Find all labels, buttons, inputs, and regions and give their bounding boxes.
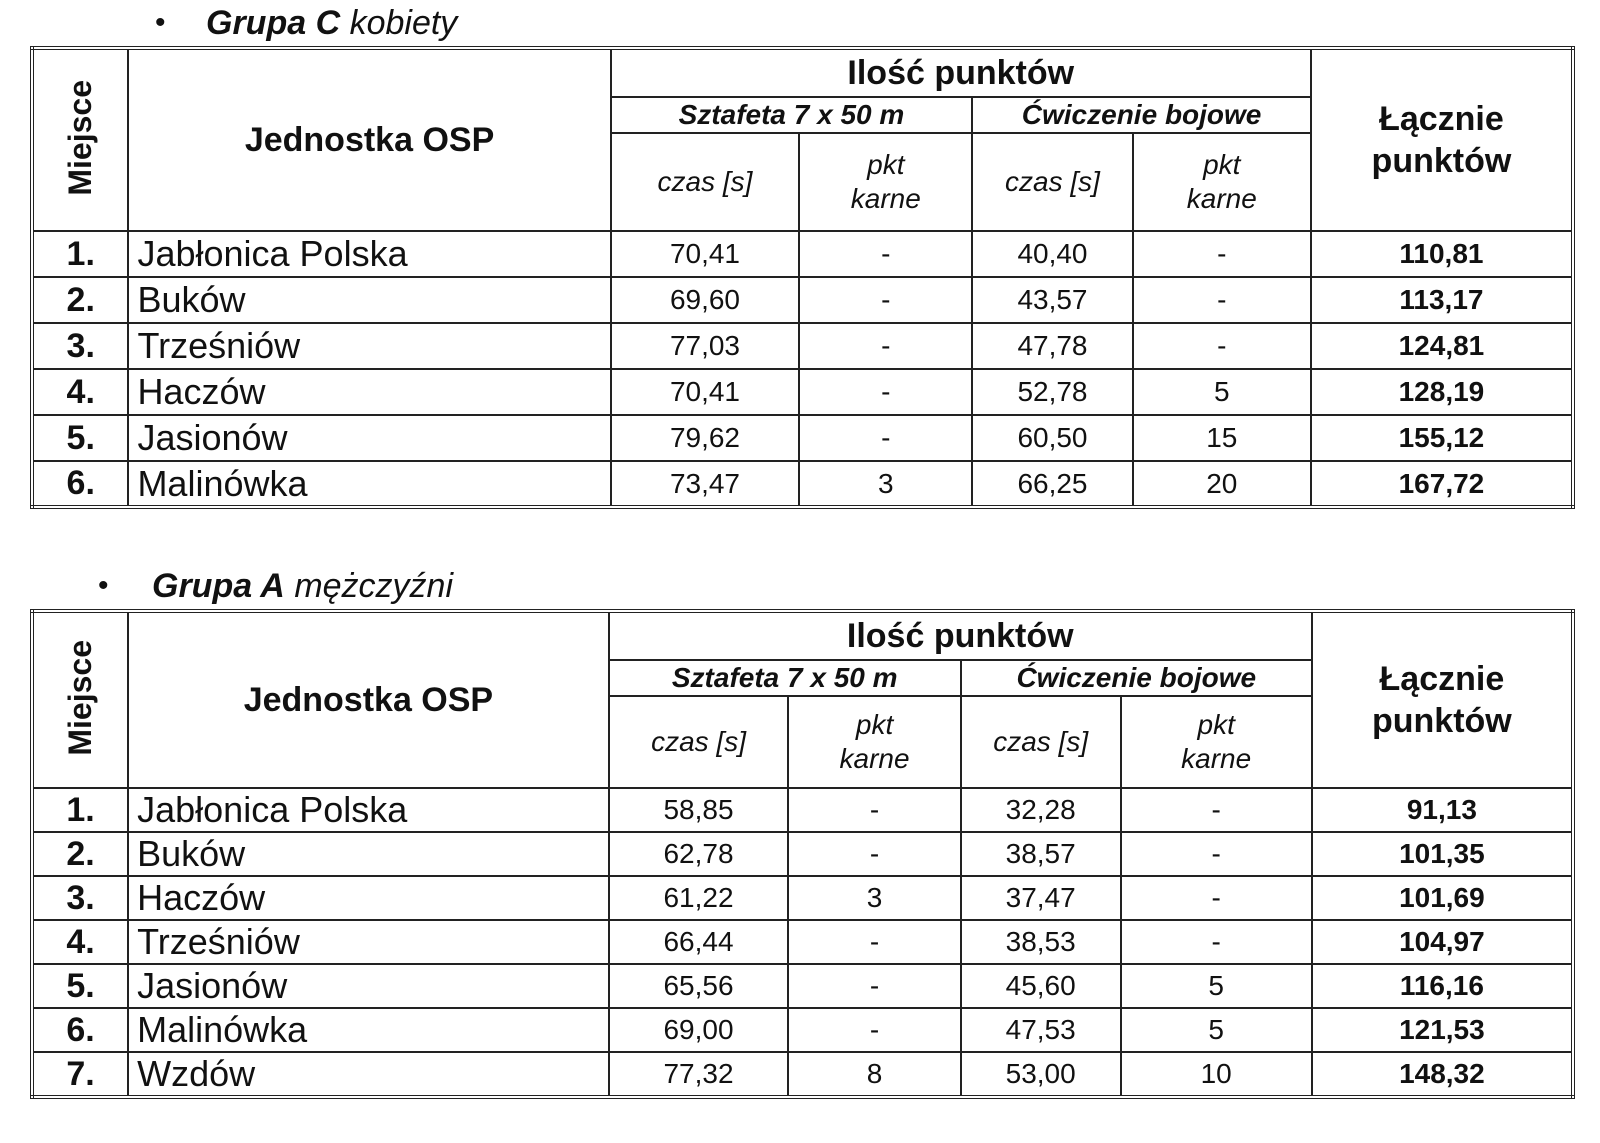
- place: 3.: [32, 876, 128, 920]
- pkt-karne-sztafeta: -: [799, 415, 972, 461]
- czas-sztafeta: 69,60: [611, 277, 800, 323]
- place: 1.: [32, 788, 128, 832]
- unit-name: Trześniów: [128, 920, 609, 964]
- header-pkt-karne-sztafeta: pkt karne: [799, 133, 972, 231]
- place: 5.: [32, 415, 128, 461]
- total-points: 116,16: [1312, 964, 1573, 1008]
- unit-name: Jasionów: [128, 415, 610, 461]
- pkt-karne-sztafeta: -: [799, 369, 972, 415]
- czas-cwiczenie: 43,57: [972, 277, 1132, 323]
- place: 2.: [32, 832, 128, 876]
- czas-sztafeta: 77,32: [609, 1052, 789, 1097]
- pkt-karne-cwiczenie: -: [1121, 876, 1312, 920]
- table-row: [32, 277, 1573, 323]
- pkt-karne-cwiczenie: 5: [1121, 964, 1312, 1008]
- place: 3.: [32, 323, 128, 369]
- total-points: 110,81: [1311, 231, 1573, 277]
- czas-cwiczenie: 38,53: [961, 920, 1121, 964]
- place: 6.: [32, 1008, 128, 1052]
- header-cwiczenie: Ćwiczenie bojowe: [972, 97, 1311, 133]
- czas-cwiczenie: 38,57: [961, 832, 1121, 876]
- total-points: 155,12: [1311, 415, 1573, 461]
- total-points: 128,19: [1311, 369, 1573, 415]
- table-row: [32, 231, 1573, 277]
- header-ilosc-punktow: Ilość punktów: [611, 48, 1311, 97]
- czas-sztafeta: 69,00: [609, 1008, 789, 1052]
- table-row: [32, 461, 1573, 507]
- pkt-karne-sztafeta: -: [788, 788, 960, 832]
- table-row: [32, 1052, 1573, 1097]
- czas-cwiczenie: 37,47: [961, 876, 1121, 920]
- table-row: [32, 832, 1573, 876]
- place: 4.: [32, 369, 128, 415]
- header-pkt-karne-sztafeta: pkt karne: [788, 696, 960, 788]
- pkt-karne-cwiczenie: 5: [1121, 1008, 1312, 1052]
- unit-name: Malinówka: [128, 1008, 609, 1052]
- unit-name: Malinówka: [128, 461, 610, 507]
- czas-sztafeta: 70,41: [611, 231, 800, 277]
- group-category: kobiety: [349, 4, 458, 42]
- czas-cwiczenie: 52,78: [972, 369, 1132, 415]
- czas-sztafeta: 66,44: [609, 920, 789, 964]
- pkt-karne-sztafeta: -: [788, 832, 960, 876]
- total-points: 124,81: [1311, 323, 1573, 369]
- header-pkt-karne-cwiczenie: pkt karne: [1121, 696, 1312, 788]
- czas-sztafeta: 65,56: [609, 964, 789, 1008]
- place: 7.: [32, 1052, 128, 1097]
- place: 6.: [32, 461, 128, 507]
- place: 5.: [32, 964, 128, 1008]
- table-row: [32, 369, 1573, 415]
- pkt-karne-cwiczenie: -: [1133, 323, 1311, 369]
- pkt-karne-sztafeta: -: [799, 323, 972, 369]
- header-miejsce: Miejsce: [32, 48, 128, 231]
- czas-cwiczenie: 32,28: [961, 788, 1121, 832]
- group-name: Grupa A: [152, 567, 285, 605]
- pkt-karne-sztafeta: 8: [788, 1052, 960, 1097]
- czas-sztafeta: 73,47: [611, 461, 800, 507]
- total-points: 113,17: [1311, 277, 1573, 323]
- header-czas-cwiczenie: czas [s]: [961, 696, 1121, 788]
- pkt-karne-sztafeta: -: [788, 964, 960, 1008]
- total-points: 167,72: [1311, 461, 1573, 507]
- table-row: [32, 876, 1573, 920]
- results-table: [30, 46, 1575, 509]
- czas-sztafeta: 70,41: [611, 369, 800, 415]
- pkt-karne-cwiczenie: 15: [1133, 415, 1311, 461]
- header-ilosc-punktow: Ilość punktów: [609, 611, 1312, 660]
- pkt-karne-cwiczenie: 20: [1133, 461, 1311, 507]
- header-jednostka: Jednostka OSP: [128, 48, 610, 231]
- czas-sztafeta: 77,03: [611, 323, 800, 369]
- group-name: Grupa C: [206, 4, 341, 42]
- table-row: [32, 415, 1573, 461]
- unit-name: Jabłonica Polska: [128, 231, 610, 277]
- table-row: [32, 1008, 1573, 1052]
- place: 4.: [32, 920, 128, 964]
- place: 2.: [32, 277, 128, 323]
- czas-cwiczenie: 66,25: [972, 461, 1132, 507]
- total-points: 121,53: [1312, 1008, 1573, 1052]
- place: 1.: [32, 231, 128, 277]
- table-row: [32, 788, 1573, 832]
- pkt-karne-cwiczenie: -: [1121, 832, 1312, 876]
- pkt-karne-sztafeta: 3: [788, 876, 960, 920]
- table-row: [32, 323, 1573, 369]
- header-jednostka: Jednostka OSP: [128, 611, 609, 788]
- pkt-karne-cwiczenie: 5: [1133, 369, 1311, 415]
- unit-name: Haczów: [128, 876, 609, 920]
- bullet-icon: •: [98, 569, 109, 602]
- header-lacznie: Łącznie punktów: [1311, 48, 1573, 231]
- pkt-karne-cwiczenie: -: [1133, 231, 1311, 277]
- czas-cwiczenie: 40,40: [972, 231, 1132, 277]
- unit-name: Jabłonica Polska: [128, 788, 609, 832]
- czas-sztafeta: 62,78: [609, 832, 789, 876]
- header-czas-sztafeta: czas [s]: [611, 133, 800, 231]
- pkt-karne-sztafeta: -: [799, 231, 972, 277]
- pkt-karne-cwiczenie: -: [1121, 788, 1312, 832]
- czas-sztafeta: 58,85: [609, 788, 789, 832]
- header-sztafeta: Sztafeta 7 x 50 m: [609, 660, 961, 696]
- czas-cwiczenie: 47,78: [972, 323, 1132, 369]
- czas-cwiczenie: 60,50: [972, 415, 1132, 461]
- header-czas-cwiczenie: czas [s]: [972, 133, 1132, 231]
- table-row: [32, 964, 1573, 1008]
- pkt-karne-cwiczenie: -: [1121, 920, 1312, 964]
- czas-sztafeta: 79,62: [611, 415, 800, 461]
- pkt-karne-sztafeta: -: [788, 1008, 960, 1052]
- header-lacznie: Łącznie punktów: [1312, 611, 1573, 788]
- total-points: 91,13: [1312, 788, 1573, 832]
- total-points: 101,69: [1312, 876, 1573, 920]
- total-points: 101,35: [1312, 832, 1573, 876]
- table-row: [32, 920, 1573, 964]
- czas-cwiczenie: 53,00: [961, 1052, 1121, 1097]
- section-heading: [30, 0, 1575, 46]
- section-heading: [30, 563, 1575, 609]
- pkt-karne-sztafeta: -: [799, 277, 972, 323]
- pkt-karne-cwiczenie: -: [1133, 277, 1311, 323]
- unit-name: Trześniów: [128, 323, 610, 369]
- unit-name: Jasionów: [128, 964, 609, 1008]
- unit-name: Wzdów: [128, 1052, 609, 1097]
- group-category: mężczyźni: [294, 567, 454, 605]
- unit-name: Haczów: [128, 369, 610, 415]
- results-table: [30, 609, 1575, 1099]
- header-cwiczenie: Ćwiczenie bojowe: [961, 660, 1312, 696]
- header-czas-sztafeta: czas [s]: [609, 696, 789, 788]
- section-grupa-c: [30, 0, 1575, 509]
- bullet-icon: •: [155, 6, 166, 39]
- header-miejsce: Miejsce: [32, 611, 128, 788]
- unit-name: Buków: [128, 832, 609, 876]
- total-points: 148,32: [1312, 1052, 1573, 1097]
- total-points: 104,97: [1312, 920, 1573, 964]
- section-grupa-a: [30, 563, 1575, 1099]
- czas-cwiczenie: 45,60: [961, 964, 1121, 1008]
- unit-name: Buków: [128, 277, 610, 323]
- header-pkt-karne-cwiczenie: pkt karne: [1133, 133, 1311, 231]
- czas-cwiczenie: 47,53: [961, 1008, 1121, 1052]
- header-sztafeta: Sztafeta 7 x 50 m: [611, 97, 973, 133]
- pkt-karne-cwiczenie: 10: [1121, 1052, 1312, 1097]
- czas-sztafeta: 61,22: [609, 876, 789, 920]
- pkt-karne-sztafeta: -: [788, 920, 960, 964]
- pkt-karne-sztafeta: 3: [799, 461, 972, 507]
